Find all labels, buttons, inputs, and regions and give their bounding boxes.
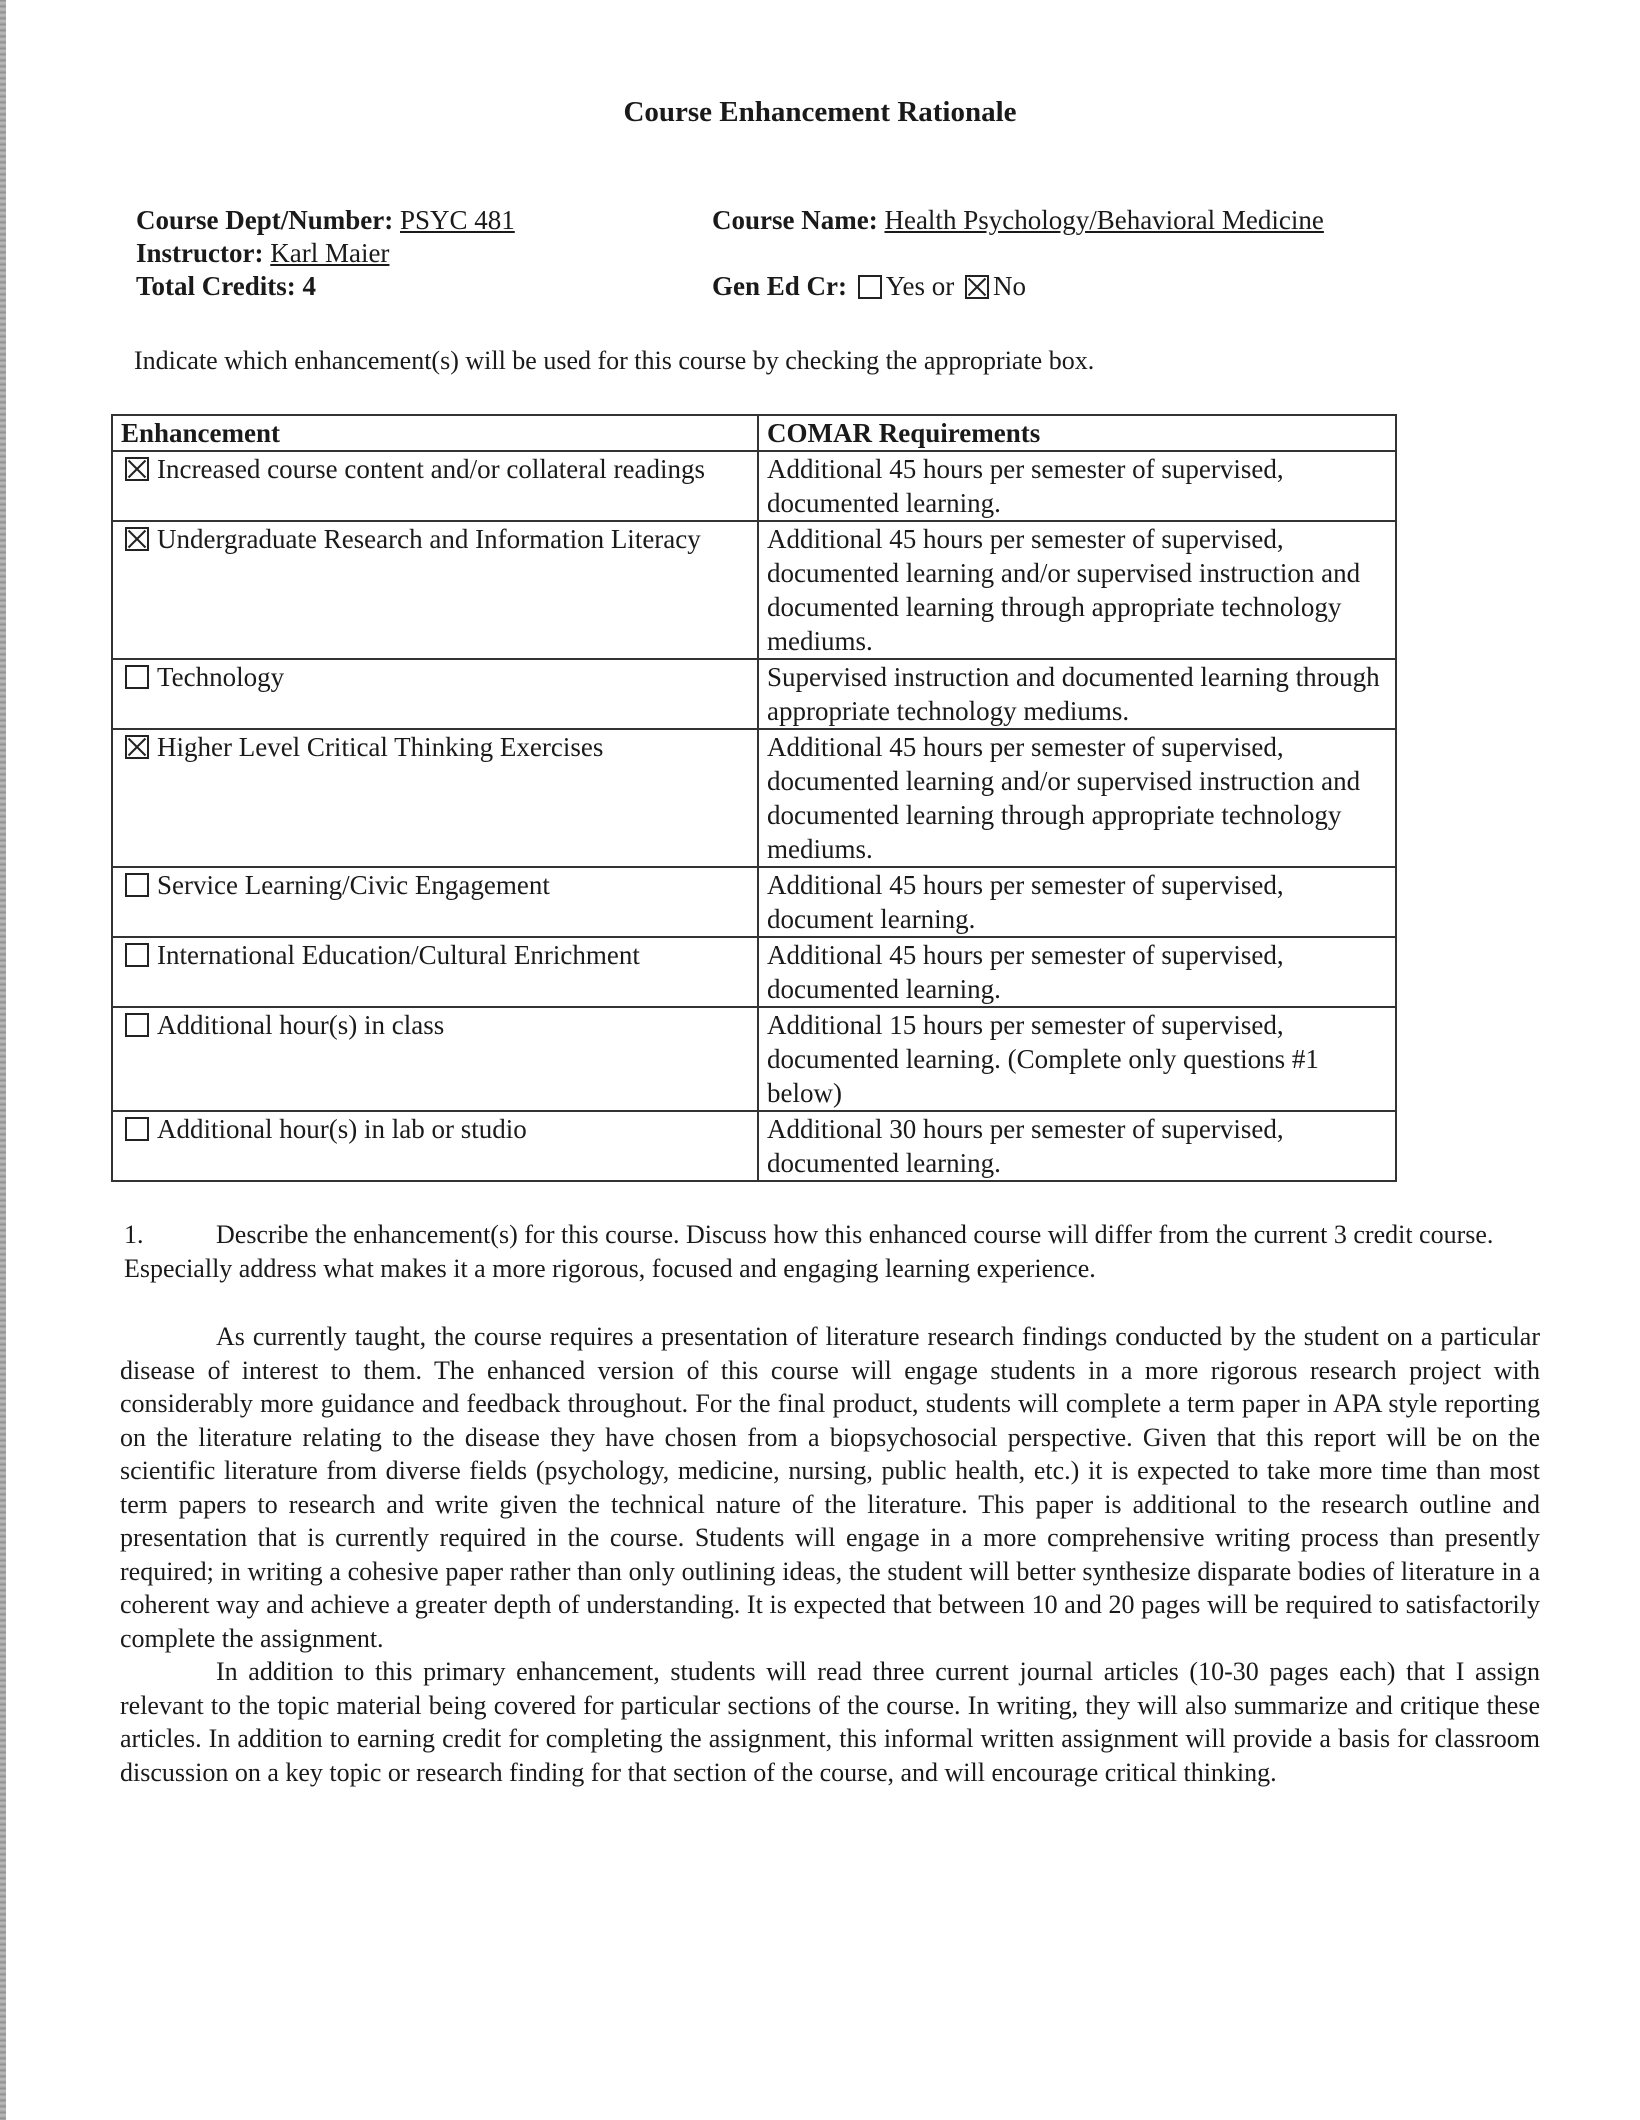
course-dept-line [136, 204, 515, 237]
enhancement-label: Additional hour(s) in class [157, 1010, 445, 1040]
table-header-row [112, 415, 1396, 451]
scan-edge [0, 0, 6, 2120]
gen-ed-no-label: No [993, 271, 1027, 301]
enhancement-label: Technology [157, 662, 285, 692]
enhancement-checkbox[interactable] [125, 665, 149, 689]
instructor-line [136, 237, 515, 270]
enhancement-checkbox[interactable] [125, 527, 149, 551]
gen-ed-line [712, 270, 1026, 303]
course-name-label: Course Name: [712, 205, 878, 235]
gen-ed-label: Gen Ed Cr: [712, 271, 847, 301]
header-comar-requirements: COMAR Requirements [758, 415, 1396, 451]
instructor-value: Karl Maier [270, 238, 390, 268]
table-row [112, 867, 1396, 937]
header-enhancement: Enhancement [112, 415, 758, 451]
requirement-cell: Additional 45 hours per semester of supervised, documented learning. [758, 451, 1396, 521]
enhancement-checkbox[interactable] [125, 1117, 149, 1141]
paragraph-2: In addition to this primary enhancement, students will read three current journal articles (10-30 pages each) that I assign relevant to the topic material being covered for particular sections of the course. In writing, they will also summarize and critique these articles. In addition to earning credit for completing the assignment, this informal written assignment will provide a basis for classroom discussion on a key topic or research finding for that section of the course, and will encourage critical thinking. [120, 1657, 1540, 1787]
enhancement-label: Additional hour(s) in lab or studio [157, 1114, 527, 1144]
enhancement-cell [112, 521, 758, 659]
enhancement-checkbox[interactable] [125, 873, 149, 897]
table-row [112, 659, 1396, 729]
gen-ed-yes-label: Yes or [885, 271, 955, 301]
credits-line [136, 270, 515, 303]
enhancement-table [111, 414, 1397, 1182]
table-row [112, 1111, 1396, 1181]
page-title: Course Enhancement Rationale [623, 96, 1017, 128]
instructor-label: Instructor: [136, 238, 264, 268]
enhancement-cell [112, 451, 758, 521]
course-meta-left [136, 204, 515, 303]
total-credits: Total Credits: 4 [136, 271, 317, 301]
enhancement-cell [112, 1111, 758, 1181]
table-row [112, 937, 1396, 1007]
table-row [112, 451, 1396, 521]
enhancement-label: Increased course content and/or collateral readings [157, 454, 705, 484]
response-body [120, 1320, 1540, 1789]
question-number: 1. [124, 1220, 144, 1249]
enhancement-checkbox[interactable] [125, 943, 149, 967]
enhancement-cell [112, 659, 758, 729]
enhancement-label: Undergraduate Research and Information Literacy [157, 524, 701, 554]
enhancement-checkbox[interactable] [125, 457, 149, 481]
enhancement-checkbox[interactable] [125, 1013, 149, 1037]
requirement-cell: Additional 30 hours per semester of supervised, documented learning. [758, 1111, 1396, 1181]
requirement-cell: Supervised instruction and documented learning through appropriate technology mediums. [758, 659, 1396, 729]
paragraph-1: As currently taught, the course requires a presentation of literature research findings conducted by the student on a particular disease of interest to them. The enhanced version of this course will engage students in a more rigorous research project with considerably more guidance and feedback throughout. For the final product, students will complete a term paper in APA style reporting on the literature relating to the disease they have chosen from a biopsychosocial perspective. Given that this report will be on the scientific literature from diverse fields (psychology, medicine, nursing, public health, etc.) it is expected to take more time than most term papers to research and write given the technical nature of the literature. This paper is additional to the research outline and presentation that is currently required in the course. Students will engage in a more comprehensive writing process than presently required; in writing a cohesive paper rather than only outlining ideas, the student will better synthesize disparate bodies of literature in a coherent way and achieve a greater depth of understanding. It is expected that between 10 and 20 pages will be required to satisfactorily complete the assignment. [120, 1322, 1540, 1653]
enhancement-label: Higher Level Critical Thinking Exercises [157, 732, 604, 762]
enhancement-cell [112, 1007, 758, 1111]
requirement-cell: Additional 15 hours per semester of supervised, documented learning. (Complete only questions #1 below) [758, 1007, 1396, 1111]
course-dept-label: Course Dept/Number: [136, 205, 394, 235]
table-row [112, 521, 1396, 659]
enhancement-label: Service Learning/Civic Engagement [157, 870, 550, 900]
question-1 [124, 1218, 1524, 1286]
table-row [112, 729, 1396, 867]
question-text: Describe the enhancement(s) for this course. Discuss how this enhanced course will differ from the current 3 credit course. Especially address what makes it a more rigorous, focused and engaging learning experience. [124, 1220, 1494, 1283]
enhancement-checkbox[interactable] [125, 735, 149, 759]
enhancement-cell [112, 867, 758, 937]
gen-ed-no-checkbox[interactable] [965, 275, 989, 299]
requirement-cell: Additional 45 hours per semester of supervised, documented learning and/or supervised instruction and documented learning through appropriate technology mediums. [758, 521, 1396, 659]
requirement-cell: Additional 45 hours per semester of supervised, documented learning. [758, 937, 1396, 1007]
enhancement-label: International Education/Cultural Enrichment [157, 940, 640, 970]
enhancement-cell [112, 937, 758, 1007]
requirement-cell: Additional 45 hours per semester of supervised, document learning. [758, 867, 1396, 937]
course-dept-value: PSYC 481 [399, 205, 515, 235]
course-name-line [712, 204, 1324, 237]
course-name-value: Health Psychology/Behavioral Medicine [884, 205, 1324, 235]
instruction-text: Indicate which enhancement(s) will be used for this course by checking the appropriate box. [134, 346, 1095, 375]
enhancement-cell [112, 729, 758, 867]
gen-ed-yes-checkbox[interactable] [858, 275, 882, 299]
table-row [112, 1007, 1396, 1111]
requirement-cell: Additional 45 hours per semester of supervised, documented learning and/or supervised instruction and documented learning through appropriate technology mediums. [758, 729, 1396, 867]
